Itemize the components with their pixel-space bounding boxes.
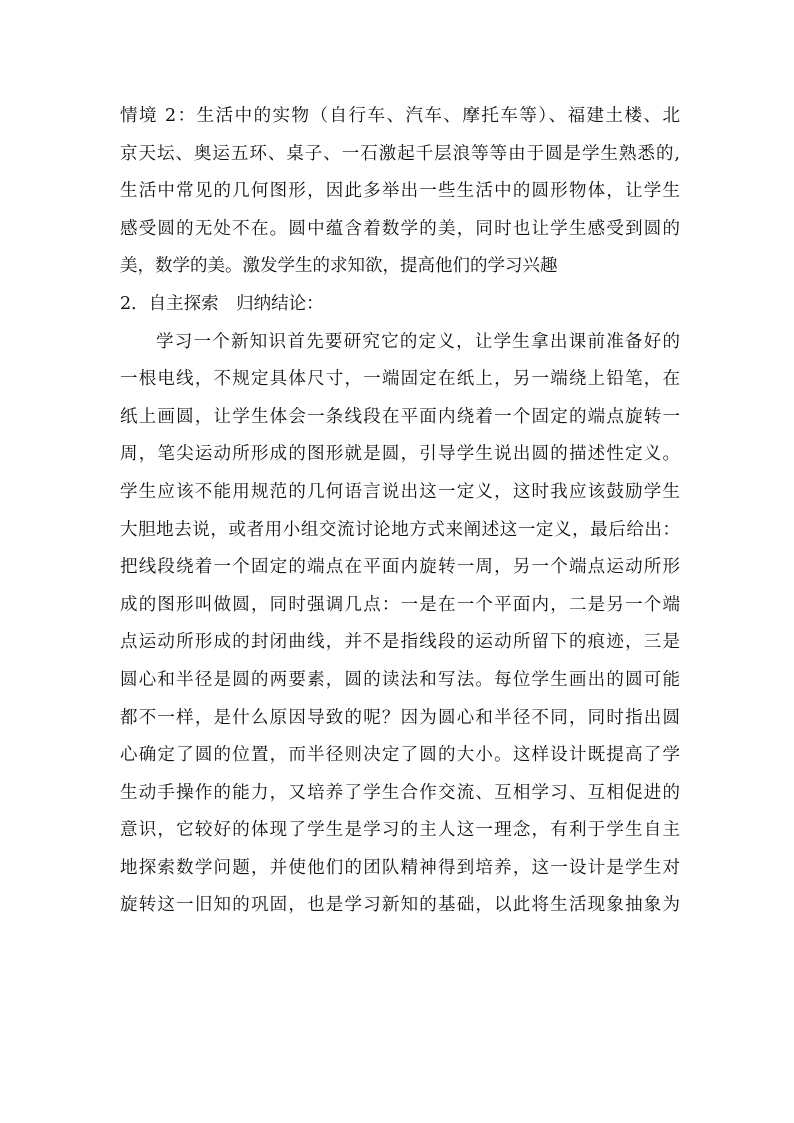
text-line: 成的图形叫做圆，同时强调几点：一是在一个平面内，二是另一个端: [120, 594, 680, 615]
text-line: 感受圆的无处不在。圆中蕴含着数学的美，同时也让学生感受到圆的: [120, 218, 680, 239]
text-line: 学习一个新知识首先要研究它的定义，让学生拿出课前准备好的: [156, 331, 680, 352]
paragraph-scenario-2: [120, 98, 680, 286]
text-line: 把线段绕着一个固定的端点在平面内旋转一周，另一个端点运动所形: [120, 557, 680, 578]
text-line: 学生应该不能用规范的几何语言说出这一定义，这时我应该鼓励学生: [120, 481, 680, 502]
text-line: 圆心和半径是圆的两要素，圆的读法和写法。每位学生画出的圆可能: [120, 669, 680, 690]
text-line: 点运动所形成的封闭曲线，并不是指线段的运动所留下的痕迹，三是: [120, 632, 680, 653]
text-line: 美，数学的美。激发学生的求知欲，提高他们的学习兴趣: [120, 256, 558, 277]
section-heading: [120, 286, 680, 324]
text-line: 都不一样，是什么原因导致的呢？因为圆心和半径不同，同时指出圆: [120, 707, 680, 728]
text-line: 纸上画圆，让学生体会一条线段在平面内绕着一个固定的端点旋转一: [120, 406, 680, 427]
text-line: 周，笔尖运动所形成的图形就是圆，引导学生说出圆的描述性定义。: [120, 444, 680, 465]
text-line: 情境 2：生活中的实物（自行车、汽车、摩托车等）、福建土楼、北: [120, 106, 680, 126]
text-line: 心确定了圆的位置，而半径则决定了圆的大小。这样设计既提高了学: [120, 745, 680, 766]
text-line: 一根电线，不规定具体尺寸，一端固定在纸上，另一端绕上铅笔，在: [120, 369, 680, 390]
document-page: [120, 98, 680, 925]
text-line: 京天坛、奥运五环、桌子、一石激起千层浪等等由于圆是学生熟悉的,: [120, 143, 680, 164]
text-line: 旋转这一旧知的巩固，也是学习新知的基础，以此将生活现象抽象为: [120, 895, 680, 916]
text-line: 生动手操作的能力，又培养了学生合作交流、互相学习、互相促进的: [120, 782, 680, 803]
text-line: 地探索数学问题，并使他们的团队精神得到培养，这一设计是学生对: [120, 857, 680, 878]
paragraph-exploration: [120, 324, 680, 926]
text-line: 大胆地去说，或者用小组交流讨论地方式来阐述这一定义，最后给出：: [120, 519, 680, 540]
heading-text: 2．自主探索 归纳结论：: [120, 293, 324, 314]
text-line: 生活中常见的几何图形，因此多举出一些生活中的圆形物体，让学生: [120, 181, 680, 202]
text-line: 意识，它较好的体现了学生是学习的主人这一理念，有利于学生自主: [120, 820, 680, 841]
